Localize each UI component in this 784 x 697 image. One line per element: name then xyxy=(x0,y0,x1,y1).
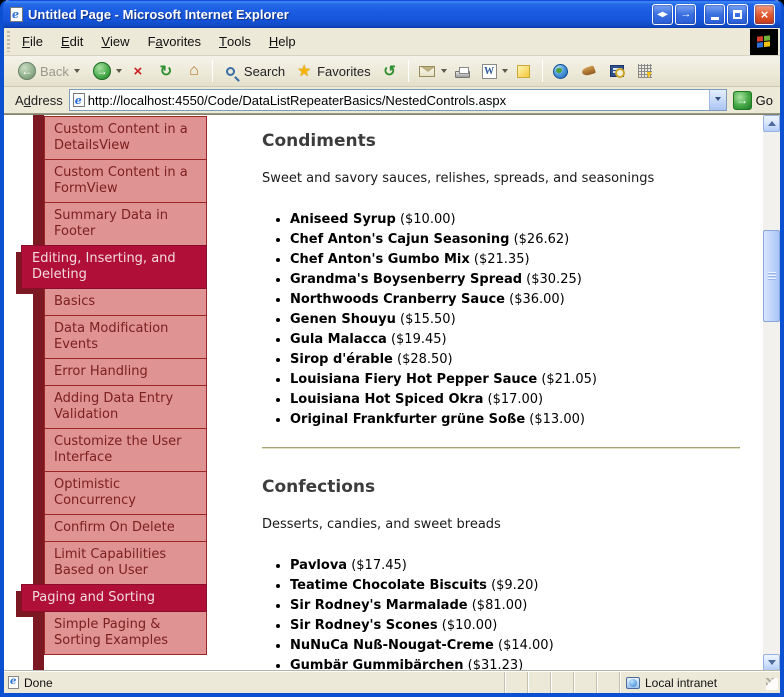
section-description: Sweet and savory sauces, relishes, spreads, and seasonings xyxy=(262,171,655,186)
detach-button[interactable] xyxy=(675,4,696,25)
sidebar-item-summary-data-footer[interactable]: Summary Data in Footer xyxy=(44,202,207,246)
windows-throbber xyxy=(750,29,778,55)
sidebar-item-confirm-on-delete[interactable]: Confirm On Delete xyxy=(44,514,207,542)
scroll-down-button[interactable] xyxy=(763,654,780,671)
scroll-up-button[interactable] xyxy=(763,115,780,132)
sidebar-item-optimistic-concurrency[interactable]: Optimistic Concurrency xyxy=(44,471,207,515)
section-divider xyxy=(262,447,740,449)
product-item: • Sir Rodney's Marmalade ($81.00) xyxy=(290,599,740,613)
close-icon: × xyxy=(760,6,769,22)
sidebar-item-limit-capabilities[interactable]: Limit Capabilities Based on User xyxy=(44,541,207,585)
product-item: • Pavlova ($17.45) xyxy=(290,559,740,573)
address-label: Address xyxy=(15,92,63,108)
edit-dropdown-icon[interactable] xyxy=(502,69,508,76)
sidebar-item-data-modification-events[interactable]: Data Modification Events xyxy=(44,315,207,359)
status-pane-empty xyxy=(504,672,527,693)
stop-button[interactable] xyxy=(124,60,152,82)
zone-text: Local intranet xyxy=(645,675,718,690)
address-page-icon: e xyxy=(73,93,85,107)
minimize-button[interactable] xyxy=(704,4,725,25)
menu-file[interactable]: F ile xyxy=(22,34,43,49)
sidebar-section-paging-and-sorting[interactable]: Paging and Sorting xyxy=(21,584,207,612)
product-item: • Northwoods Cranberry Sauce ($36.00) xyxy=(290,293,740,307)
product-item: • Gumbär Gummibärchen ($31.23) xyxy=(290,659,740,671)
windows-flag-icon xyxy=(757,35,771,48)
toolbar-separator xyxy=(542,60,543,82)
maximize-button[interactable] xyxy=(727,4,748,25)
vertical-scrollbar[interactable] xyxy=(763,115,780,671)
section-title-confections: Confections xyxy=(262,477,376,497)
status-pane-empty xyxy=(596,672,619,693)
forward-button[interactable] xyxy=(88,60,116,82)
thumb-grip-icon xyxy=(768,272,776,280)
back-button[interactable]: ← Back xyxy=(13,60,74,82)
mail-dropdown-icon[interactable] xyxy=(441,69,447,76)
sidebar-item-simple-paging-sorting[interactable]: Simple Paging & Sorting Examples xyxy=(44,611,207,655)
toolbar-separator xyxy=(408,60,409,82)
menu-favorites[interactable]: F a vorites xyxy=(147,34,202,49)
product-item: • Aniseed Syrup ($10.00) xyxy=(290,213,740,227)
product-item: • Gula Malacca ($19.45) xyxy=(290,333,740,347)
window-title: Untitled Page - Microsoft Internet Explorer xyxy=(28,6,289,22)
product-item: • Chef Anton's Cajun Seasoning ($26.62) xyxy=(290,233,740,247)
status-pane-empty xyxy=(573,672,596,693)
chevron-down-icon xyxy=(768,660,776,669)
msn-globe-icon xyxy=(552,62,570,80)
chevron-up-icon xyxy=(768,117,776,126)
ie-page-icon: e xyxy=(10,7,23,22)
section-description: Desserts, candies, and sweet breads xyxy=(262,517,501,532)
research-icon xyxy=(608,62,626,80)
product-item: • Sir Rodney's Scones ($10.00) xyxy=(290,619,740,633)
page-viewport xyxy=(4,114,780,671)
pan-button[interactable] xyxy=(652,4,673,25)
mail-button[interactable] xyxy=(413,60,441,82)
go-icon: → xyxy=(733,91,752,110)
scrollbar-thumb[interactable] xyxy=(763,230,780,322)
pan-icon: ◂▸ xyxy=(657,8,668,20)
history-button[interactable] xyxy=(376,60,404,82)
status-pane-empty xyxy=(550,672,573,693)
search-button[interactable]: Search xyxy=(217,60,290,82)
sidebar-item-basics[interactable]: Basics xyxy=(44,288,207,316)
statusbar xyxy=(4,671,780,693)
home-button[interactable] xyxy=(180,60,208,82)
menu-tools[interactable]: T ools xyxy=(219,34,251,49)
addressbar xyxy=(4,87,780,114)
favorites-icon: ★ xyxy=(296,63,312,80)
product-item: • Grandma's Boysenberry Spread ($30.25) xyxy=(290,273,740,287)
menubar xyxy=(4,28,780,56)
history-icon: ↺ xyxy=(383,63,396,80)
stop-icon: × xyxy=(133,62,143,80)
chevron-down-icon xyxy=(715,97,721,104)
msn-button[interactable] xyxy=(547,60,575,82)
product-item: • Louisiana Hot Spiced Okra ($17.00) xyxy=(290,393,740,407)
close-button[interactable] xyxy=(754,4,775,25)
product-item: • Louisiana Fiery Hot Pepper Sauce ($21.05) xyxy=(290,373,740,387)
security-zone-pane xyxy=(619,672,780,693)
back-icon: ← xyxy=(18,62,36,80)
exit-icon: → xyxy=(680,8,691,20)
address-field xyxy=(69,89,727,111)
done-icon: e xyxy=(8,676,19,689)
research-button[interactable] xyxy=(603,60,631,82)
thunderbird-button[interactable] xyxy=(575,60,603,82)
status-text: Done xyxy=(24,675,53,690)
refresh-icon: ↻ xyxy=(159,63,173,80)
product-list-confections xyxy=(290,559,740,671)
home-icon: ⌂ xyxy=(189,62,199,79)
product-item: • Sirop d'érable ($28.50) xyxy=(290,353,740,367)
sidebar-item-custom-content-formview[interactable]: Custom Content in a FormView xyxy=(44,159,207,203)
sidebar-item-customize-user-interface[interactable]: Customize the User Interface xyxy=(44,428,207,472)
discuss-icon xyxy=(515,62,533,80)
titlebar xyxy=(3,0,781,28)
product-item: • Genen Shouyu ($15.50) xyxy=(290,313,740,327)
sidebar-item-custom-content-detailsview[interactable]: Custom Content in a DetailsView xyxy=(44,116,207,160)
messenger-grid-icon xyxy=(636,62,654,80)
product-item: • Original Frankfurter grüne Soße ($13.00) xyxy=(290,413,740,427)
status-pane-empty xyxy=(527,672,550,693)
toolbar-separator xyxy=(212,60,213,82)
menu-view[interactable]: V iew xyxy=(101,34,130,49)
section-title-condiments: Condiments xyxy=(262,131,376,151)
search-icon xyxy=(222,62,240,80)
menu-help[interactable]: H elp xyxy=(268,34,296,49)
standard-toolbar xyxy=(4,56,780,87)
mail-icon xyxy=(418,62,436,80)
sidebar-section-editing-inserting-deleting[interactable]: Editing, Inserting, and Deleting xyxy=(21,245,207,289)
product-item: • Chef Anton's Gumbo Mix ($21.35) xyxy=(290,253,740,267)
status-pane xyxy=(4,676,504,690)
print-icon xyxy=(454,62,472,80)
forward-dropdown-icon[interactable] xyxy=(116,69,122,76)
sidebar-menu xyxy=(4,117,244,655)
go-button[interactable]: → Go xyxy=(733,91,773,110)
edit-word-icon: W xyxy=(482,64,497,79)
address-dropdown-button[interactable] xyxy=(709,90,726,110)
refresh-button[interactable] xyxy=(152,60,180,82)
minimize-icon xyxy=(711,17,719,20)
intranet-icon xyxy=(626,677,640,689)
back-dropdown-icon[interactable] xyxy=(74,69,80,76)
favorites-button[interactable]: ★ Favorites xyxy=(296,63,371,80)
sidebar-item-error-handling[interactable]: Error Handling xyxy=(44,358,207,386)
edit-with-word-button[interactable] xyxy=(477,62,502,81)
maximize-icon xyxy=(733,10,742,19)
product-list-condiments xyxy=(290,213,740,427)
print-button[interactable] xyxy=(449,60,477,82)
main-content xyxy=(262,115,740,671)
resize-grip[interactable] xyxy=(766,678,778,690)
product-item: • Teatime Chocolate Biscuits ($9.20) xyxy=(290,579,740,593)
forward-icon: → xyxy=(93,62,111,80)
product-item: • NuNuCa Nuß-Nougat-Creme ($14.00) xyxy=(290,639,740,653)
menu-edit[interactable]: E dit xyxy=(60,34,84,49)
discuss-button[interactable] xyxy=(510,60,538,82)
address-input[interactable] xyxy=(85,91,709,109)
menubar-grip[interactable] xyxy=(6,31,11,52)
bird-icon xyxy=(580,62,598,80)
sidebar-item-adding-data-entry-validation[interactable]: Adding Data Entry Validation xyxy=(44,385,207,429)
messenger-button[interactable] xyxy=(631,60,659,82)
